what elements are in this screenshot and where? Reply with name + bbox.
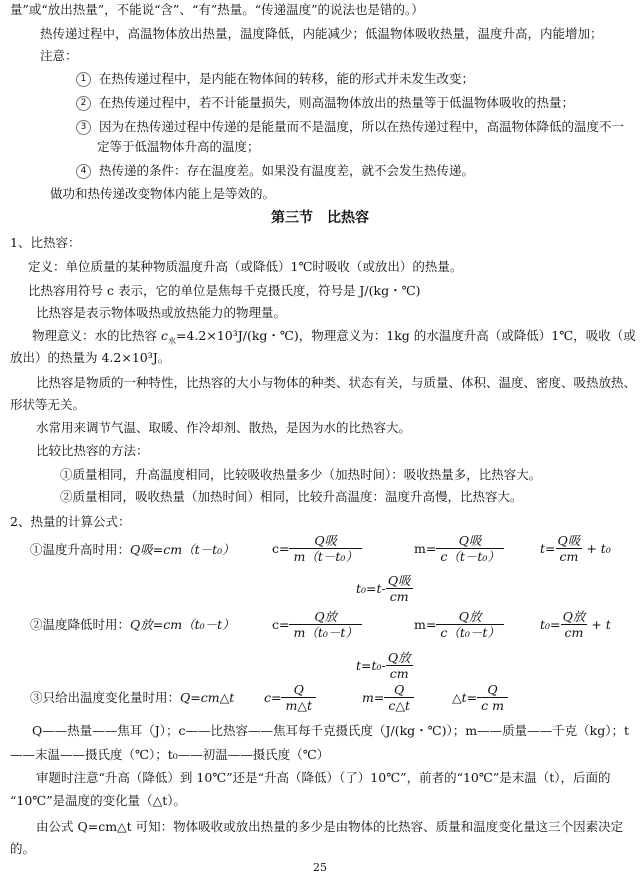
text-line: 的。 xyxy=(10,841,36,856)
formula-m xyxy=(414,610,504,641)
formula-lhs: t= xyxy=(540,541,556,556)
formula-lhs: m= xyxy=(414,617,437,632)
formula-lhs: c= xyxy=(272,541,290,556)
formula-lhs: t₀= xyxy=(540,617,561,632)
text-line: 放出）的热量为 4.2×10³J。 xyxy=(10,350,171,365)
note-number: 4 xyxy=(76,164,91,179)
text-span: =4.2×10³J/(kg・℃)，物理意义为：1kg 的水温度升高（或降低）1℃，吸收（或 xyxy=(176,328,636,343)
formula-main: Q吸=cm（t－t₀） xyxy=(130,542,235,557)
section-heading: 1、比热容： xyxy=(10,235,81,250)
note-text-cont: 定等于低温物体升高的温度； xyxy=(97,139,260,154)
fraction xyxy=(384,683,414,714)
formula-t0 xyxy=(540,610,611,641)
formula-c xyxy=(272,534,362,565)
fraction-denominator: cm xyxy=(386,588,413,605)
note-item xyxy=(76,163,474,179)
fraction-numerator: Q xyxy=(394,682,405,697)
section-title: 第三节 比热容 xyxy=(271,210,369,226)
formula-m xyxy=(414,534,504,565)
note-item xyxy=(76,119,624,135)
note-item xyxy=(76,95,574,111)
note-label: 注意： xyxy=(40,48,78,63)
fraction-numerator: Q xyxy=(487,682,498,697)
text-line: 热传递过程中，高温物体放出热量，温度降低，内能减少；低温物体吸收热量，温度升高，内能增加； xyxy=(40,26,603,41)
formula-dt xyxy=(452,683,508,714)
text-span: 物理意义：水的比热容 xyxy=(32,328,161,343)
fraction-denominator: m（t－t₀） xyxy=(289,548,361,565)
formula-lhs: c= xyxy=(272,617,290,632)
fraction-numerator: Q吸 xyxy=(314,533,338,548)
fraction-denominator: m△t xyxy=(281,697,316,714)
formula-lhs: m= xyxy=(414,541,437,556)
formula-t xyxy=(356,651,413,682)
text-line: “10℃”是温度的变化量（△t）。 xyxy=(10,793,187,808)
note-number: 1 xyxy=(76,72,91,87)
fraction xyxy=(289,534,361,565)
note-text: 在热传递过程中，若不计能量损失，则高温物体放出的热量等于低温物体吸收的热量； xyxy=(99,95,575,110)
text-line: 做功和热传递改变物体内能上是等效的。 xyxy=(50,186,276,201)
fraction-denominator: c（t₀－t） xyxy=(436,624,504,641)
formula-main: Q=cm△t xyxy=(180,690,235,705)
subscript: 水 xyxy=(168,336,176,346)
fraction-denominator: c（t－t₀） xyxy=(436,548,504,565)
note-text: 在热传递过程中，是内能在物体间的转移，能的形式并未发生改变； xyxy=(99,71,475,86)
fraction xyxy=(386,651,413,682)
fraction xyxy=(436,610,504,641)
note-number: 3 xyxy=(76,120,91,135)
formula-label xyxy=(30,617,235,633)
formula-lhs: t₀=t- xyxy=(356,581,386,596)
note-text: 因为在热传递过程中传递的是能量而不是温度，所以在热传递过程中，高温物体降低的温度不一 xyxy=(99,119,625,134)
note-number: 2 xyxy=(76,96,91,111)
fraction xyxy=(386,574,413,605)
fraction-numerator: Q吸 xyxy=(557,533,581,548)
formula-label xyxy=(30,542,235,558)
formula-lhs: △t= xyxy=(452,690,478,705)
fraction xyxy=(477,683,508,714)
text-line: 量”或“放出热量”，不能说“含”、“有”热量。“传递温度”的说法也是错的。） xyxy=(10,2,424,17)
fraction xyxy=(561,610,588,641)
text-line: 比较比热容的方法： xyxy=(36,443,149,458)
text-line: 由公式 Q=cm△t 可知：物体吸收或放出热量的多少是由物体的比热容、质量和温度变化量这三个因素决定 xyxy=(36,819,624,834)
fraction-denominator: cm xyxy=(386,665,413,682)
fraction-denominator: cm xyxy=(561,624,588,641)
formula-rhs: + t₀ xyxy=(586,541,611,556)
text-line: 比热容用符号 c 表示，它的单位是焦每千克摄氏度，符号是 J/(kg・℃) xyxy=(28,283,421,298)
text-line: 比热容是表示物体吸热或放热能力的物理量。 xyxy=(36,305,287,320)
fraction xyxy=(436,534,504,565)
fraction-denominator: c m xyxy=(477,697,508,714)
formula-label-text: ①温度升高时用： xyxy=(30,542,131,557)
note-item xyxy=(76,71,474,87)
fraction xyxy=(289,610,361,641)
fraction-denominator: cm xyxy=(556,548,583,565)
fraction-denominator: m（t₀－t） xyxy=(289,624,361,641)
formula-lhs: c= xyxy=(264,690,282,705)
fraction xyxy=(281,683,316,714)
fraction-numerator: Q放 xyxy=(314,609,338,624)
text-line xyxy=(32,328,636,350)
formula-rhs: + t xyxy=(591,617,611,632)
text-line: Q——热量——焦耳（J）；c——比热容——焦耳每千克摄氏度（J/(kg・℃)）；m——质量——千克（kg）；t xyxy=(32,723,629,738)
text-line: ②质量相同，吸收热量（加热时间）相同，比较升高温度：温度升高慢，比热容大。 xyxy=(60,489,523,504)
formula-label xyxy=(30,690,234,706)
note-text: 热传递的条件：存在温度差。如果没有温度差，就不会发生热传递。 xyxy=(99,163,475,178)
formula-t xyxy=(540,534,611,565)
fraction xyxy=(556,534,583,565)
fraction-numerator: Q xyxy=(293,682,304,697)
symbol-c: c xyxy=(160,328,168,343)
page-number: 25 xyxy=(313,861,327,874)
formula-lhs: m= xyxy=(362,690,385,705)
formula-c xyxy=(264,683,316,714)
formula-main: Q放=cm（t₀－t） xyxy=(130,617,235,632)
section-heading: 2、热量的计算公式： xyxy=(10,514,131,529)
formula-t0 xyxy=(356,574,413,605)
fraction-numerator: Q放 xyxy=(387,650,411,665)
fraction-numerator: Q放 xyxy=(458,609,482,624)
text-line: 水常用来调节气温、取暖、作冷却剂、散热，是因为水的比热容大。 xyxy=(36,420,412,435)
formula-label-text: ③只给出温度变化量时用： xyxy=(30,690,181,705)
fraction-numerator: Q吸 xyxy=(387,573,411,588)
text-line: ①质量相同，升高温度相同，比较吸收热量多少（加热时间）：吸收热量多，比热容大。 xyxy=(60,467,542,482)
fraction-numerator: Q放 xyxy=(562,609,586,624)
formula-label-text: ②温度降低时用： xyxy=(30,617,131,632)
fraction-denominator: c△t xyxy=(384,697,414,714)
text-line: 比热容是物质的一种特性，比热容的大小与物体的种类、状态有关，与质量、体积、温度、密度、吸热放热、 xyxy=(36,375,637,390)
formula-lhs: t=t₀- xyxy=(356,658,386,673)
fraction-numerator: Q吸 xyxy=(458,533,482,548)
formula-c xyxy=(272,610,362,641)
text-line: 形状等无关。 xyxy=(10,397,86,412)
formula-m xyxy=(362,683,414,714)
text-line: ——末温——摄氏度（℃）；t₀——初温——摄氏度（℃） xyxy=(10,747,330,762)
text-line: 审题时注意“升高（降低）到 10℃”还是“升高（降低）（了）10℃”，前者的“10℃”是末温（t），后面的 xyxy=(36,770,611,785)
text-line: 定义：单位质量的某种物质温度升高（或降低）1℃时吸收（或放出）的热量。 xyxy=(28,259,463,274)
